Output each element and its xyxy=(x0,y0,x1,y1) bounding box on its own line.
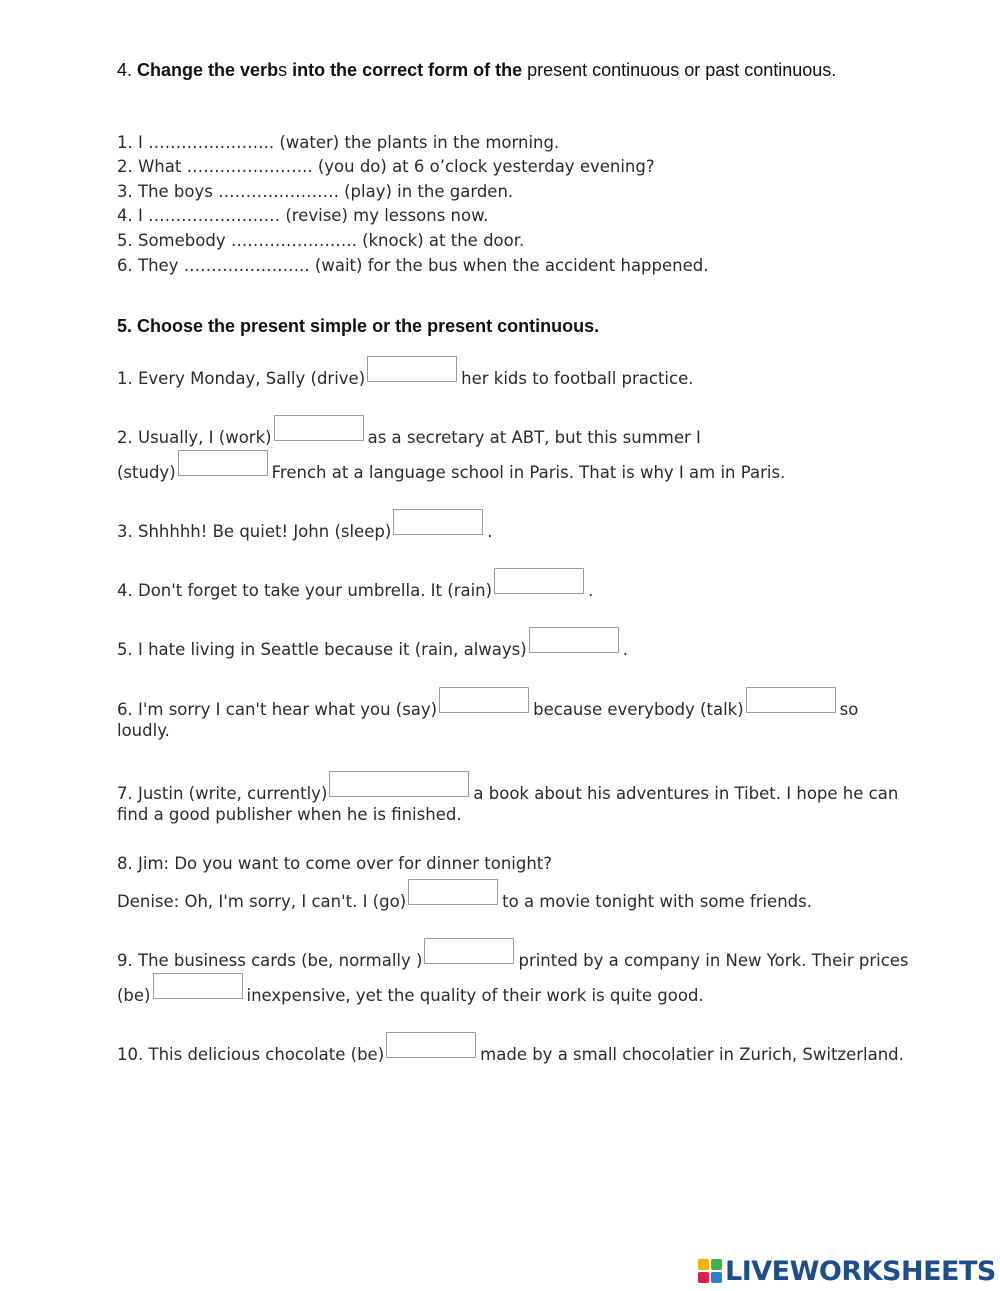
s5-question-6: 6. I'm sorry I can't hear what you (say) because everybody (talk) so xyxy=(117,687,858,719)
s5-question-4: 4. Don't forget to take your umbrella. It (rain) . xyxy=(117,568,593,600)
logo-block xyxy=(711,1272,722,1283)
s5-question-5: 5. I hate living in Seattle because it (rain, always) . xyxy=(117,627,628,659)
logo-blocks-icon xyxy=(698,1259,722,1283)
s5-question-7: 7. Justin (write, currently) a book about his adventures in Tibet. I hope he can xyxy=(117,771,898,803)
s5-question-7-cont: find a good publisher when he is finished. xyxy=(117,805,462,824)
answer-box-5[interactable] xyxy=(529,627,619,653)
logo-text: LIVEWORKSHEETS xyxy=(725,1255,996,1287)
answer-box-2a[interactable] xyxy=(274,415,364,441)
liveworksheets-logo xyxy=(698,1256,996,1286)
s5-question-8-cont: Denise: Oh, I'm sorry, I can't. I (go) to a movie tonight with some friends. xyxy=(117,879,812,911)
s4-item-1: 1. I ………………….. (water) the plants in the morning. xyxy=(117,133,560,152)
answer-box-9a[interactable] xyxy=(424,938,514,964)
section-5-heading: 5. Choose the present simple or the present continuous. xyxy=(117,316,600,336)
logo-block xyxy=(698,1272,709,1283)
answer-box-9b[interactable] xyxy=(153,973,243,999)
section-4-heading: 4. Change the verbs into the correct form of the present continuous or past continuous. xyxy=(117,60,837,80)
s4-item-5: 5. Somebody ………………….. (knock) at the door. xyxy=(117,231,525,250)
s5-question-6-cont: loudly. xyxy=(117,721,170,740)
answer-box-1[interactable] xyxy=(367,356,457,382)
answer-box-4[interactable] xyxy=(494,568,584,594)
s4-item-2: 2. What ………………….. (you do) at 6 o’clock yesterday evening? xyxy=(117,157,655,176)
answer-box-3[interactable] xyxy=(393,509,483,535)
s5-question-1: 1. Every Monday, Sally (drive) her kids to football practice. xyxy=(117,356,694,388)
s4-item-3: 3. The boys …………………. (play) in the garden. xyxy=(117,182,514,201)
s5-question-2: 2. Usually, I (work) as a secretary at ABT, but this summer I xyxy=(117,415,701,447)
s5-question-10: 10. This delicious chocolate (be) made by a small chocolatier in Zurich, Switzerland. xyxy=(117,1032,904,1064)
s5-question-2-cont: (study) French at a language school in Paris. That is why I am in Paris. xyxy=(117,450,785,482)
s4-item-6: 6. They ………………….. (wait) for the bus when the accident happened. xyxy=(117,256,709,275)
s4-item-4: 4. I …………………… (revise) my lessons now. xyxy=(117,206,489,225)
answer-box-8[interactable] xyxy=(408,879,498,905)
s5-question-9: 9. The business cards (be, normally ) printed by a company in New York. Their prices xyxy=(117,938,909,970)
answer-box-6a[interactable] xyxy=(439,687,529,713)
answer-box-2b[interactable] xyxy=(178,450,268,476)
answer-box-10[interactable] xyxy=(386,1032,476,1058)
answer-box-7[interactable] xyxy=(329,771,469,797)
answer-box-6b[interactable] xyxy=(746,687,836,713)
logo-block xyxy=(711,1259,722,1270)
s5-question-9-cont: (be) inexpensive, yet the quality of their work is quite good. xyxy=(117,973,704,1005)
s5-question-8: 8. Jim: Do you want to come over for dinner tonight? xyxy=(117,854,553,873)
logo-block xyxy=(698,1259,709,1270)
s5-question-3: 3. Shhhhh! Be quiet! John (sleep) . xyxy=(117,509,493,541)
